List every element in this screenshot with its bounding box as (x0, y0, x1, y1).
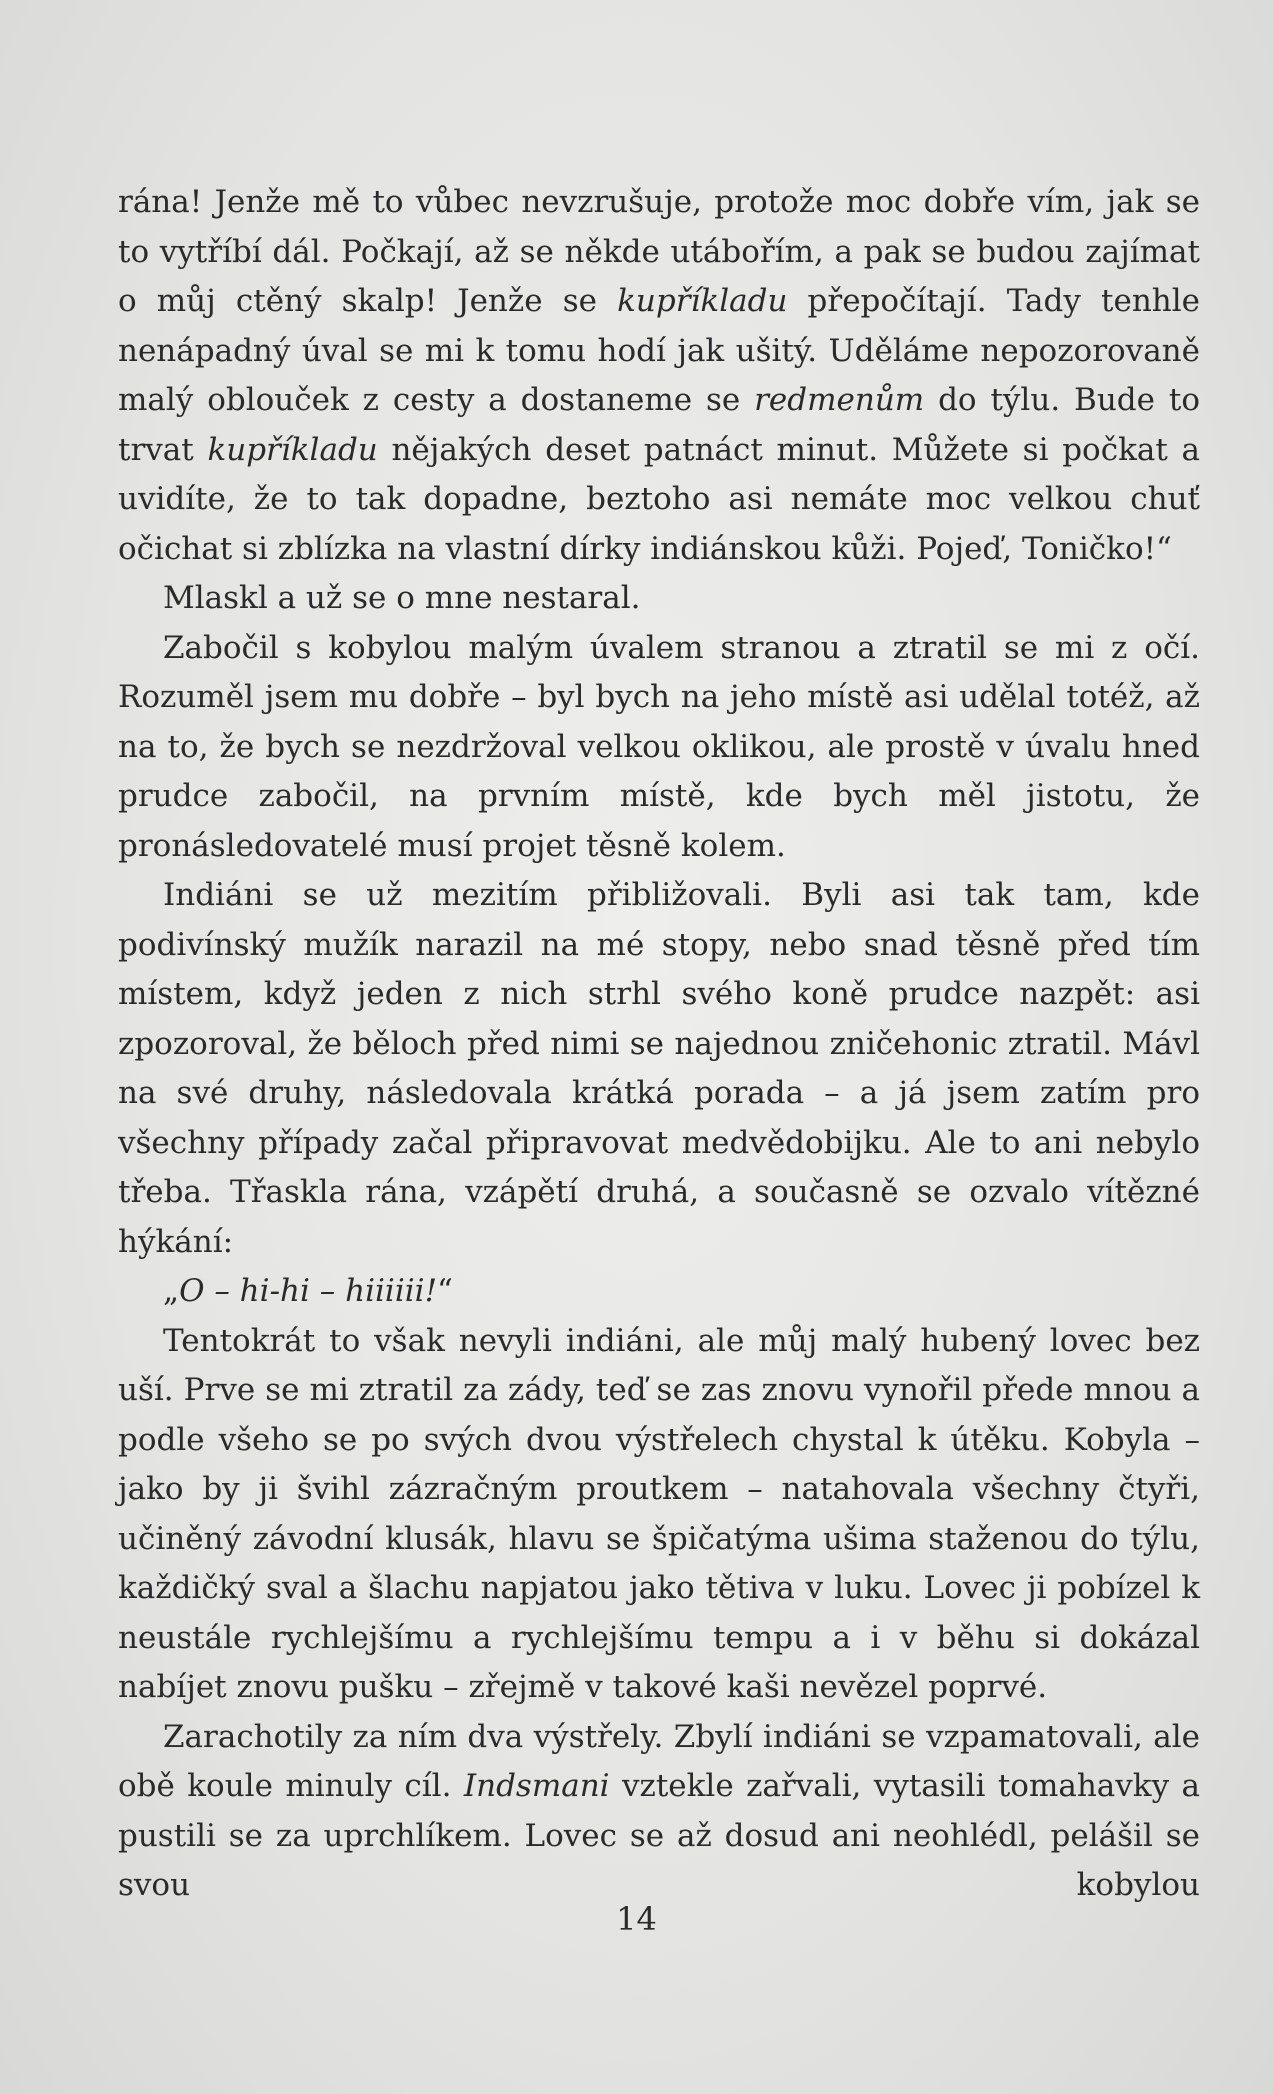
page-number: 14 (616, 1900, 657, 1938)
italic-run: kupříkladu (207, 431, 378, 468)
italic-run: kupříkladu (617, 283, 788, 319)
text-run: Tentokrát to však nevyli indiáni, ale můj malý hubený lovec bez uší. Prve se mi ztratil za zády, teď se zas znovu vynořil přede mnou a podle všeho se po svých dvou výstřelech chystal k útěku. Kobyla – jako by ji švihl zázračným proutkem – natahovala všechny čtyři, učiněný závodní klusák, hlavu se špičatýma ušima staženou do týlu, každičký sval a šlachu napjatou jako tětiva v luku. Lovec ji pobízel k neustále rychlejšímu a rychlejšímu tempu a i v běhu si dokázal nabíjet znovu pušku – zřejmě v takové kaši nevězel poprvé. (118, 1322, 1200, 1705)
italic-run: O – hi-hi – hiiiiii! (179, 1273, 438, 1309)
italic-run: Indsmani (463, 1768, 610, 1804)
paragraph (118, 178, 1200, 574)
italic-run: redmenům (754, 382, 925, 418)
text-run: Mlaskl a už se o mne nestaral. (163, 580, 641, 616)
text-run: rána! Jenže mě to vůbec nevzrušuje, protože moc dobře vím, jak se to vytříbí dál. Počkají, až se někde utábořím, a pak se budou zajímat o můj ctěný skalp! Jenže se (118, 184, 1200, 319)
paragraph (118, 1713, 1200, 1911)
text-run: Indiáni se už mezitím přibližovali. Byli asi tak tam, kde podivínský mužík narazil na mé stopy, nebo snad těsně před tím místem, když jeden z nich strhl svého koně prudce nazpět: asi zpozoroval, že běloch před nimi se najednou zničehonic ztratil. Mávl na své druhy, následovala krátká porada – a já jsem zatím pro všechny případy začal připravovat medvědobijku. Ale to ani nebylo třeba. Třaskla rána, vzápětí druhá, a současně se ozvalo vítězné hýkání: (118, 877, 1200, 1260)
body-text (118, 178, 1200, 1911)
paragraph (118, 624, 1200, 872)
text-run: „ (163, 1273, 180, 1309)
text-run: přepočítají. Tady tenhle nenápadný úval se mi k tomu hodí jak ušitý. Uděláme nepozorovaně malý oblouček z cesty a dostaneme se (118, 283, 1201, 418)
text-run: Zarachotily za ním dva výstřely. Zbylí indiáni se vzpamatovali, ale obě koule minuly cíl. (118, 1718, 1200, 1804)
paragraph (118, 871, 1200, 1267)
paragraph (118, 574, 1200, 624)
text-run: nějakých deset patnáct minut. Můžete si počkat a uvidíte, že to tak dopadne, beztoho asi nemáte moc velkou chuť očichat si zblízka na vlastní dírky indiánskou kůži. Pojeď, Toničko!“ (118, 431, 1200, 567)
text-run: “ (437, 1273, 453, 1309)
text-run: do týlu. Bude to trvat (118, 382, 1200, 468)
text-run: vztekle zařvali, vytasili tomahavky a pustili se za uprchlíkem. Lovec se až dosud ani neohlédl, pelášil se svou kobylou (118, 1768, 1200, 1903)
paragraph (118, 1317, 1200, 1713)
paragraph (118, 1267, 1200, 1317)
text-run: Zabočil s kobylou malým úvalem stranou a ztratil se mi z očí. Rozuměl jsem mu dobře – byl bych na jeho místě asi udělal totéž, až na to, že bych se nezdržoval velkou oklikou, ale prostě v úvalu hned prudce zabočil, na prvním místě, kde bych měl jistotu, že pronásledovatelé musí projet těsně kolem. (118, 629, 1200, 864)
